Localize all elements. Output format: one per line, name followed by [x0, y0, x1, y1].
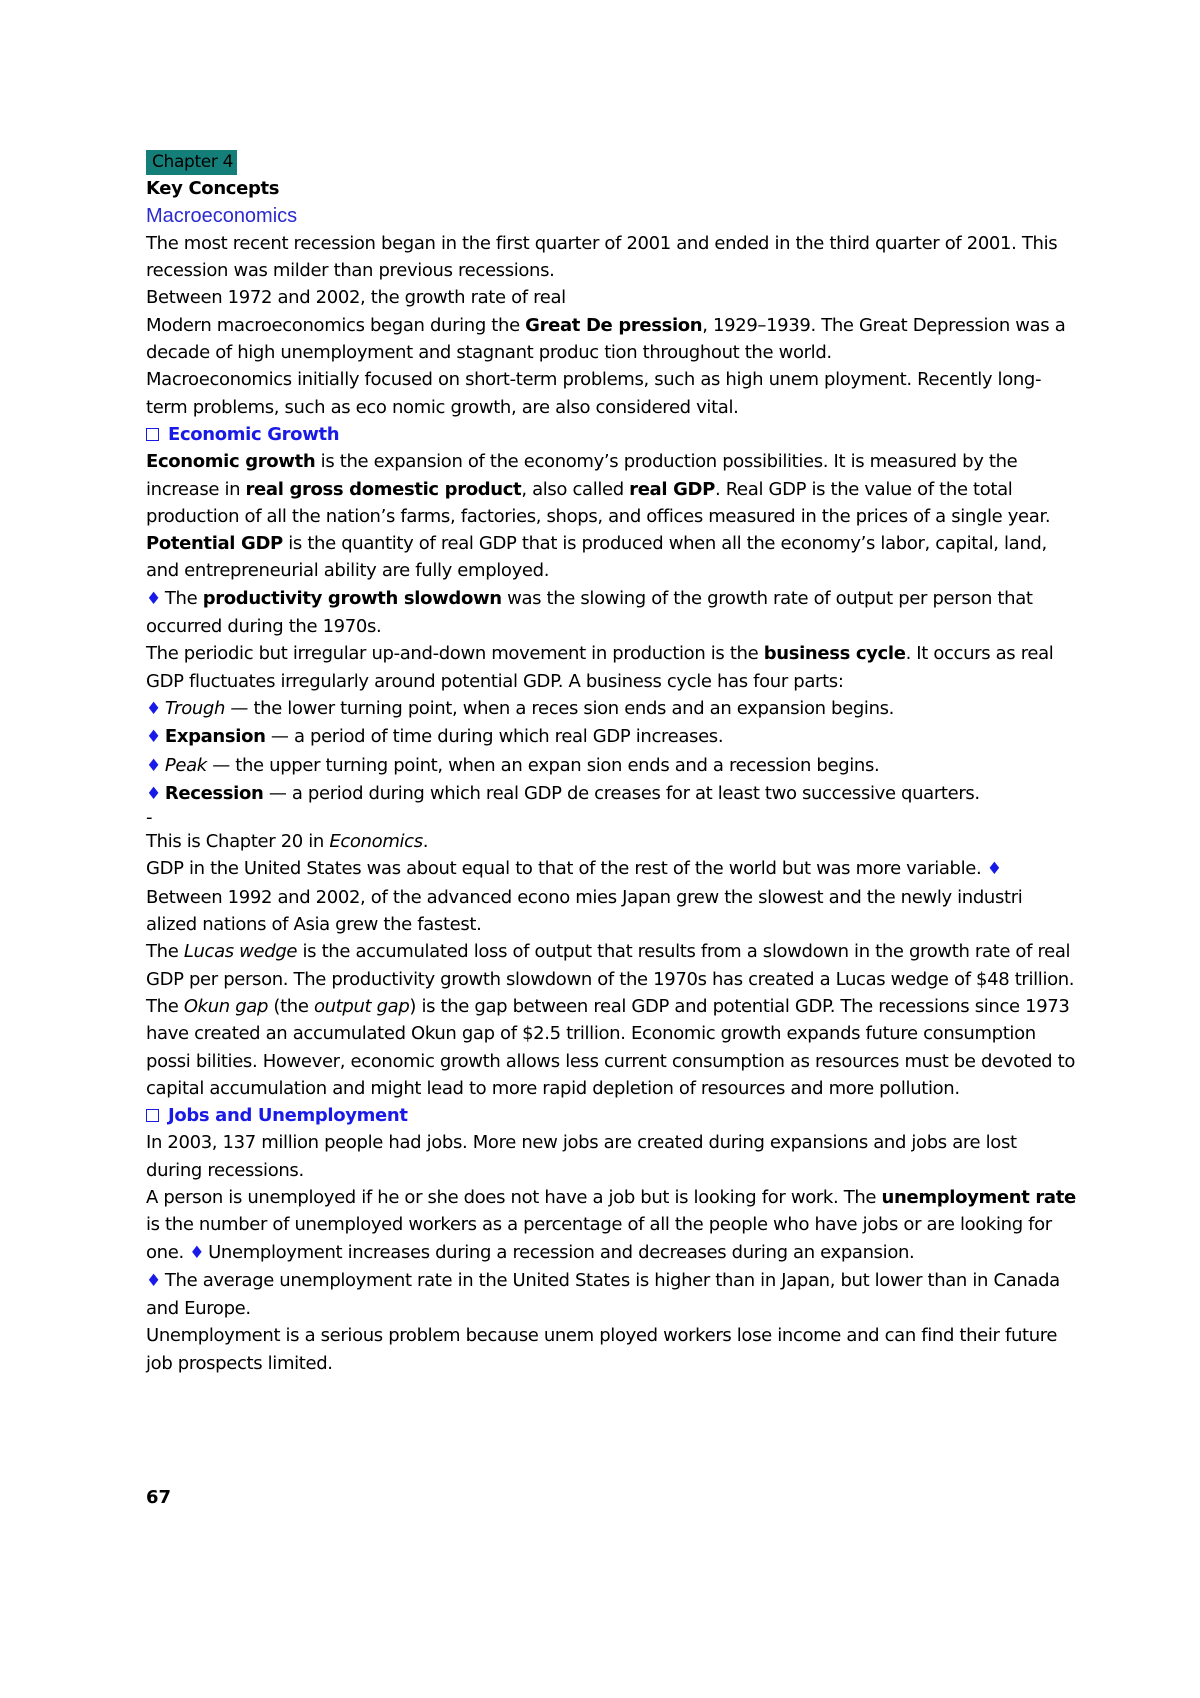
term-great-depression: Great De pression — [525, 314, 703, 336]
term-output-gap: output gap — [313, 995, 410, 1017]
growth-paragraph-1 — [146, 448, 1076, 530]
page-number: 67 — [146, 1487, 172, 1508]
diamond-icon: ♦ — [986, 859, 1002, 880]
term-potential-gdp: Potential GDP — [146, 533, 283, 555]
intro-paragraph-4: Macroeconomics initially focused on short-term problems, such as high unem ployment. Recently long-term problems, such as eco nomic growth, are also considered vital. — [146, 369, 1042, 418]
jobs-paragraph-4: Unemployment is a serious problem because unem ployed workers lose income and can find their future job prospects limited. — [146, 1325, 1058, 1374]
jobs-paragraph-2 — [146, 1184, 1076, 1267]
text-run: Between 1992 and 2002, of the advanced econo mies Japan grew the slowest and the newly industri alized nations of Asia grew the fastest. — [146, 886, 1023, 936]
text-run: is the expansion of the economy’s production possibilities. It is measured by the increase in — [146, 451, 1018, 500]
term-economic-growth: Economic growth — [146, 451, 316, 473]
growth-paragraph-4 — [146, 640, 1076, 695]
growth-paragraph-2 — [146, 530, 1076, 585]
text-run: was the slowing of the growth rate of output per person that occurred during the 1970s. — [146, 587, 1033, 638]
intro-paragraph-2: Between 1972 and 2002, the growth rate of real — [146, 287, 566, 309]
section-heading-jobs-unemployment — [146, 1102, 1076, 1129]
text-run: A person is unemployed if he or she does not have a job but is looking for work. The — [146, 1186, 882, 1208]
text-run: The average unemployment rate in the United States is higher than in Japan, but lower than in Canada and Europe. — [146, 1269, 1060, 1320]
text-run: , 1929–1939. The Great Depression was a decade of high unemployment and stagnant produc tion throughout the world. — [146, 314, 1066, 364]
intro-paragraph-3 — [146, 312, 1076, 367]
chapter-label: Chapter 4 — [146, 150, 237, 175]
diamond-icon: ♦ — [189, 1242, 205, 1263]
book-title-economics: Economics — [329, 831, 423, 853]
list-item-expansion — [146, 723, 1076, 751]
diamond-icon: ♦ — [146, 755, 161, 776]
text-run: is the number of unemployed workers as a percentage of all the people who have jobs or are looking for one. — [146, 1214, 1052, 1263]
separator-dash: - — [146, 807, 153, 829]
growth-paragraph-6 — [146, 855, 1076, 938]
text-run: Unemployment increases during a recession and decreases during an expansion. — [208, 1241, 915, 1263]
heading-text: Economic Growth — [168, 423, 340, 445]
text-run: GDP in the United States was about equal to that of the rest of the world but was more variable. — [146, 858, 987, 880]
checkbox-square-icon — [146, 428, 159, 441]
term-real-gdp: real GDP — [629, 478, 715, 500]
jobs-paragraph-3 — [146, 1267, 1076, 1323]
text-run: (the — [268, 995, 314, 1017]
term-real-gdp-long: real gross domestic product — [245, 478, 522, 500]
growth-paragraph-7 — [146, 938, 1076, 1102]
text-run: . — [422, 831, 429, 853]
text-run: This is Chapter 20 in — [146, 831, 330, 853]
checkbox-square-icon — [146, 1109, 159, 1122]
term-recession: Recession — [164, 782, 264, 804]
term-trough: Trough — [164, 697, 226, 719]
text-run: — a period during which real GDP de creases for at least two successive quarters. — [263, 782, 980, 804]
term-business-cycle: business cycle — [763, 643, 906, 665]
text-run: Modern macroeconomics began during the — [146, 314, 526, 336]
list-item-trough — [146, 695, 1076, 723]
term-okun-gap: Okun gap — [183, 995, 269, 1017]
text-run: is the quantity of real GDP that is produced when all the economy’s labor, capital, land, and entrepreneurial ability are fully employed. — [146, 533, 1047, 582]
term-lucas-wedge: Lucas wedge — [183, 941, 298, 963]
diamond-icon: ♦ — [146, 698, 161, 719]
diamond-icon: ♦ — [146, 1270, 161, 1291]
text-run: — a period of time during which real GDP increases. — [265, 726, 724, 748]
subtitle-macroeconomics: Macroeconomics — [146, 204, 298, 227]
text-run: is the accumulated loss of output that results from a slowdown in the growth rate of real GDP per person. The productivity growth slowdown of the 1970s has created a Lucas wedge of $48 trillion. The — [146, 941, 1075, 1017]
page-content — [146, 148, 1076, 1377]
section-heading-economic-growth — [146, 421, 1076, 448]
diamond-icon: ♦ — [146, 783, 161, 804]
list-item-recession — [146, 780, 1076, 808]
term-productivity-slowdown: productivity growth slowdown — [202, 587, 502, 609]
growth-paragraph-3 — [146, 585, 1076, 641]
key-concepts-heading: Key Concepts — [146, 178, 280, 200]
intro-paragraph-1: The most recent recession began in the first quarter of 2001 and ended in the third quarter of 2001. This recession was milder than previous recessions. — [146, 232, 1058, 282]
text-run: The — [146, 941, 184, 963]
text-run: . It occurs as real GDP fluctuates irregularly around potential GDP. A business cycle has four parts: — [146, 643, 1054, 692]
growth-paragraph-5 — [146, 828, 1076, 855]
heading-text: Jobs and Unemployment — [168, 1105, 408, 1127]
diamond-icon: ♦ — [146, 727, 161, 748]
text-run: — the lower turning point, when a reces sion ends and an expansion begins. — [225, 697, 895, 719]
text-run: ) is the gap between real GDP and potential GDP. The recessions since 1973 have created an accumulated Okun gap of $2.5 trillion. Economic growth expands future consumption possi bilities. However, economic growth allows less current consumption as resources must be devoted to capital accumulation and might lead to more rapid depletion of resources and more pollution. — [146, 995, 1075, 1099]
term-peak: Peak — [164, 754, 207, 776]
text-run: , also called — [521, 478, 630, 500]
term-unemployment-rate: unemployment rate — [881, 1186, 1076, 1208]
text-run: — the upper turning point, when an expan sion ends and a recession begins. — [206, 754, 880, 776]
term-expansion: Expansion — [164, 726, 266, 748]
text-run: The — [164, 587, 203, 609]
list-item-peak — [146, 752, 1076, 780]
text-run: . Real GDP is the value of the total production of all the nation’s farms, factories, shops, and offices measured in the prices of a single year. — [146, 478, 1051, 527]
diamond-icon: ♦ — [146, 588, 161, 609]
text-run: The periodic but irregular up-and-down movement in production is the — [146, 643, 764, 665]
jobs-paragraph-1: In 2003, 137 million people had jobs. More new jobs are created during expansions and jobs are lost during recessions. — [146, 1132, 1017, 1181]
